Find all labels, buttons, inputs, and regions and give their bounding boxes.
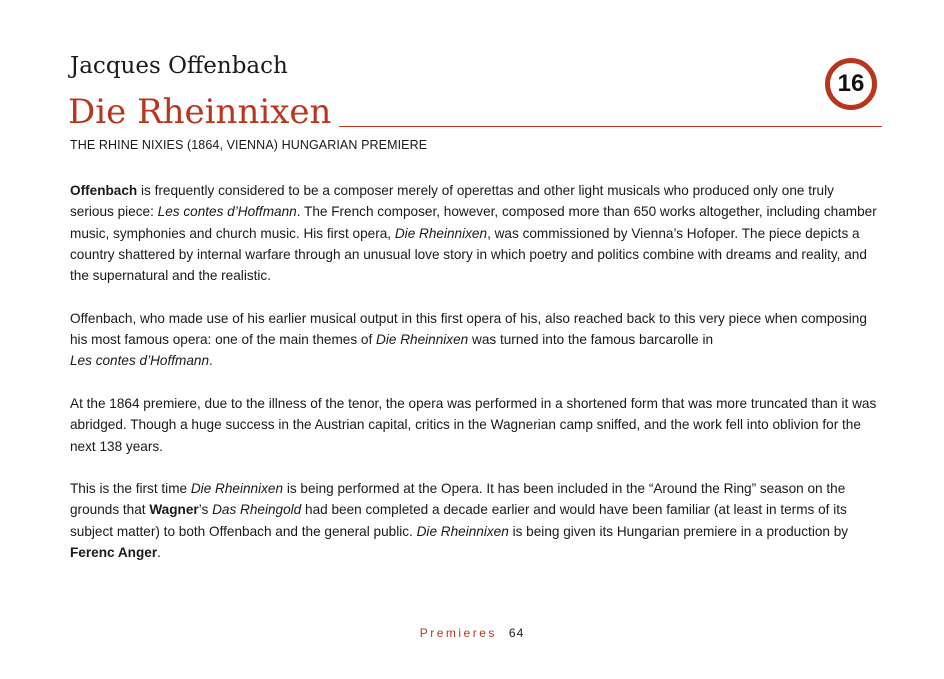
title-row	[68, 92, 882, 132]
paragraph-2	[70, 308, 880, 372]
italic-text: Les contes d’Hoffmann	[157, 204, 297, 220]
bold-text: Wagner	[149, 502, 199, 518]
text-span: This is the first time	[70, 481, 191, 497]
italic-text: Les contes d’Hoffmann	[70, 353, 210, 369]
text-span: is being performed at the Opera. It has been included in the “Around the Ring” season on the grounds that	[70, 481, 846, 518]
text-span: had been completed a decade earlier and would have been familiar (at least in terms of its subject matter) to both Offenbach and the general public.	[70, 502, 847, 539]
subtitle: THE RHINE NIXIES (1864, VIENNA) HUNGARIAN PREMIERE	[70, 138, 428, 152]
article-body	[70, 180, 880, 585]
text-span: ’s	[198, 502, 213, 518]
text-span: , was commissioned by Vienna’s Hofoper. The piece depicts a country shattered by internal warfare through an unusual love story in which poetry and politics combine with dreams and reality, and the supernatural and the realistic.	[70, 225, 867, 284]
text-span: .	[157, 545, 161, 561]
text-span: At the 1864 premiere, due to the illness of the tenor, the opera was performed in a shortened form that was more truncated than it was abridged. Though a huge success in the Austrian capital, critics in the Wagnerian camp sniffed, and the work fell into oblivion for the next 138 years.	[70, 395, 877, 454]
text-span: Offenbach, who made use of his earlier musical output in this first opera of his, also reached back to this very piece when composing his most famous opera: one of the main themes of	[70, 310, 867, 348]
paragraph-4	[70, 478, 880, 563]
text-span: is frequently considered to be a composer merely of operettas and other light musicals who produced only one truly serious piece:	[70, 183, 834, 220]
italic-text: Die Rheinnixen	[416, 523, 509, 539]
text-span: was turned into the famous barcarolle in	[468, 332, 714, 348]
text-span: .	[209, 353, 213, 369]
italic-text: Die Rheinnixen	[190, 481, 284, 497]
text-span: . The French composer, however, composed more than 650 works altogether, including chamber music, symphonies and church music. His first opera,	[70, 204, 877, 241]
bold-text: Offenbach	[70, 183, 138, 198]
bold-text: Ferenc Anger	[70, 545, 158, 561]
italic-text: Das Rheingold	[212, 502, 302, 518]
page-footer	[0, 626, 944, 640]
page-title: Die Rheinnixen	[68, 92, 332, 132]
title-divider	[339, 126, 882, 127]
italic-text: Die Rheinnixen	[376, 332, 469, 348]
text-span: is being given its Hungarian premiere in a production by	[508, 523, 849, 539]
page-number: 64	[508, 626, 525, 640]
composer-name: Jacques Offenbach	[70, 53, 288, 79]
paragraph-3	[70, 393, 880, 457]
paragraph-1	[70, 180, 880, 286]
footer-section-label: Premieres	[419, 626, 497, 640]
italic-text: Die Rheinnixen	[394, 225, 488, 241]
number-badge: 16	[825, 58, 877, 110]
